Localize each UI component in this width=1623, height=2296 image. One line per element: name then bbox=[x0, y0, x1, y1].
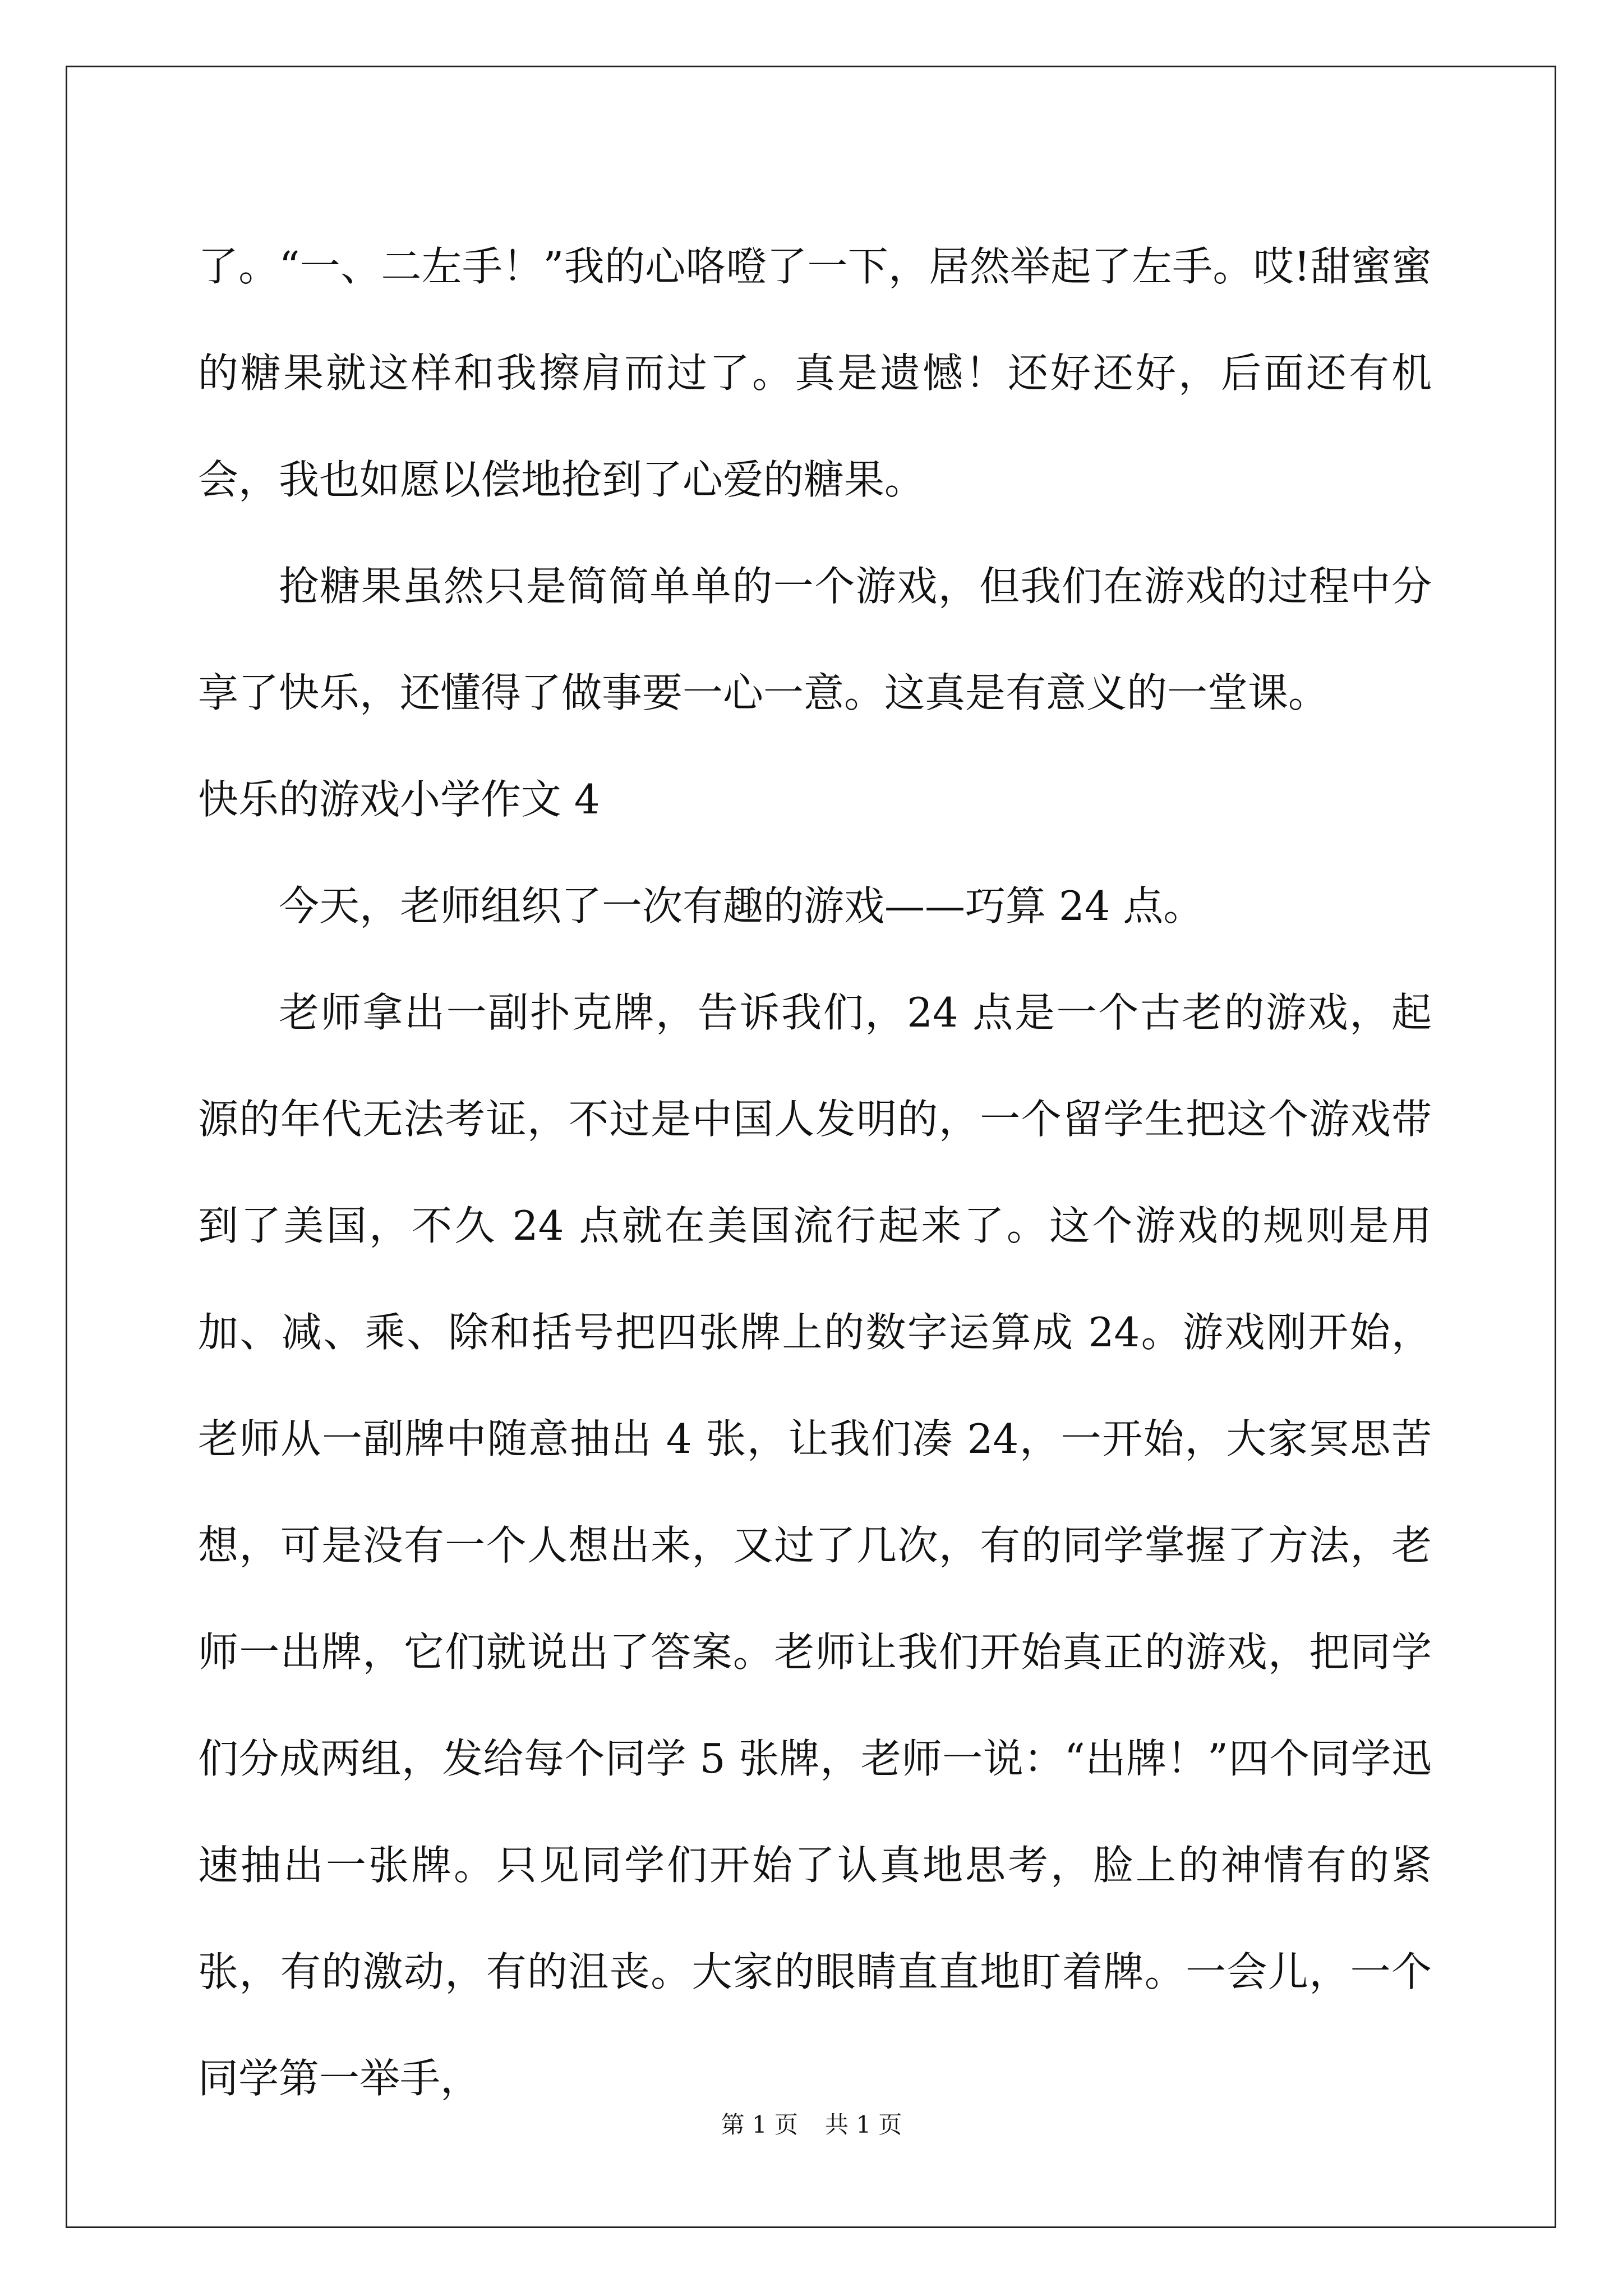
paragraph-4: 老师拿出一副扑克牌，告诉我们，24 点是一个古老的游戏，起源的年代无法考证，不过是中国人发明的，一个留学生把这个游戏带到了美国，不久 24 点就在美国流行起来了。这个游戏的规则是用加、减、乘、除和括号把四张牌上的数字运算成 24。游戏刚开始，老师从一副牌中随意抽出 4 张，让我们凑 24，一开始，大家冥思苦想，可是没有一个人想出来，又过了几次，有的同学掌握了方法，老师一出牌，它们就说出了答案。老师让我们开始真正的游戏，把同学们分成两组，发给每个同学 5 张牌，老师一说：“出牌！”四个同学迅速抽出一张牌。只见同学们开始了认真地思考，脸上的神情有的紧张，有的激动，有的沮丧。大家的眼睛直直地盯着牌。一会儿，一个同学第一举手， bbox=[198, 989, 1432, 2102]
paragraph-1: 了。“一、二左手！”我的心咯噔了一下，居然举起了左手。哎!甜蜜蜜的糖果就这样和我擦肩而过了。真是遗憾！还好还好，后面还有机会，我也如愿以偿地抢到了心爱的糖果。 bbox=[198, 243, 1432, 503]
paragraph-3: 今天，老师组织了一次有趣的游戏——巧算 24 点。 bbox=[279, 882, 1204, 930]
page-footer bbox=[0, 2106, 1623, 2140]
paragraph-2: 抢糖果虽然只是简简单单的一个游戏，但我们在游戏的过程中分享了快乐，还懂得了做事要一心一意。这真是有意义的一堂课。 bbox=[198, 563, 1432, 716]
page-number: 第 1 页 bbox=[721, 2111, 798, 2138]
page-total: 共 1 页 bbox=[825, 2111, 902, 2138]
section-heading: 快乐的游戏小学作文 4 bbox=[198, 776, 600, 823]
document-body bbox=[198, 213, 1432, 2132]
